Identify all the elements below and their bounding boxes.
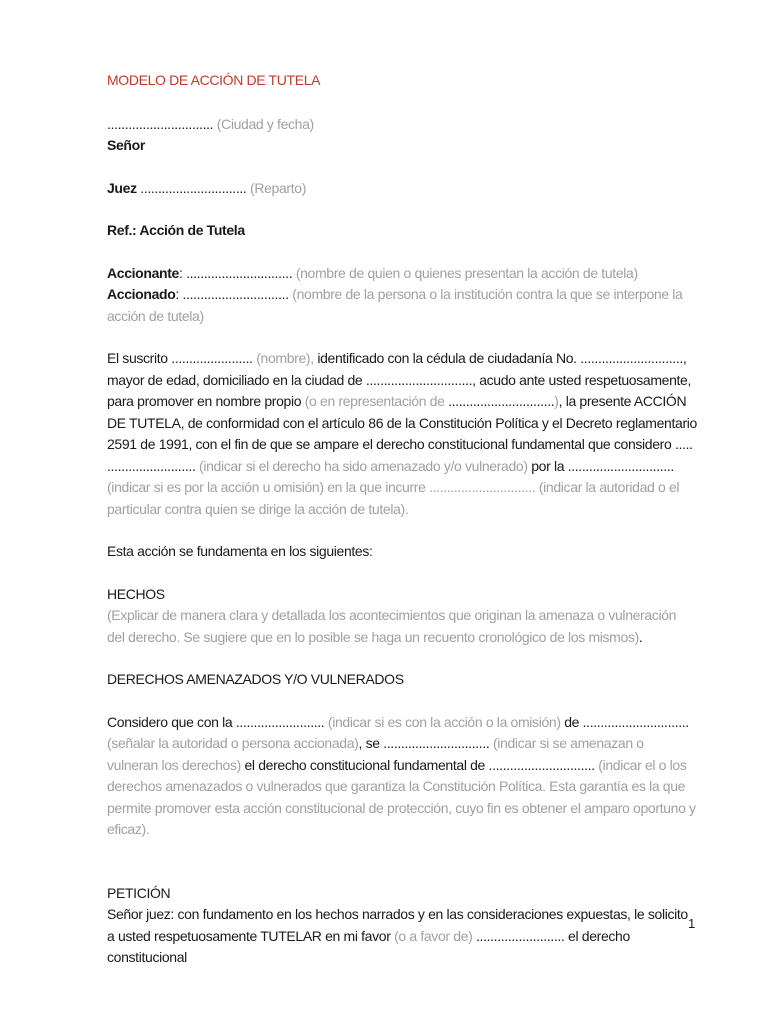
hint-amenazan-vulneran: (indicar si se amenazan o vulneran los derechos) bbox=[107, 735, 644, 773]
hint-amenazado: (indicar si el derecho ha sido amenazado y/o vulnerado) bbox=[199, 457, 528, 474]
judge-label: Juez bbox=[107, 179, 137, 196]
text: , acudo ante usted respetuosamente, para promover en nombre propio bbox=[107, 371, 692, 409]
text: identificado con la cédula de ciudadanía No. bbox=[317, 350, 577, 366]
blank-favor: ......................... bbox=[475, 927, 565, 944]
text: Señor juez: con fundamento en los hechos narrados y en las consideraciones expuestas, le solicito a usted respetuosamente TUTELAR en mi favor bbox=[107, 906, 688, 944]
hechos-paragraph bbox=[107, 605, 697, 648]
section-heading-derechos: DERECHOS AMENAZADOS Y/O VULNERADOS bbox=[107, 671, 404, 687]
intro-paragraph bbox=[107, 348, 697, 520]
text: El suscrito bbox=[107, 350, 168, 366]
salutation: Señor bbox=[107, 137, 145, 153]
blank-derecho-fundamental: .............................. bbox=[488, 756, 595, 773]
blank-de: .............................. bbox=[582, 713, 689, 730]
blank-cedula: ............................. bbox=[580, 350, 683, 366]
hint-a-favor: (o a favor de) bbox=[394, 927, 473, 944]
text: el derecho constitucional bbox=[107, 927, 630, 965]
hint-close: ) bbox=[554, 393, 559, 409]
document-body bbox=[107, 70, 697, 969]
hint-accionante: (nombre de quien o quienes presentan la acción de tutela) bbox=[295, 264, 638, 281]
text: , la presente ACCIÓN DE TUTELA, de conformidad con el artículo 86 de la Constitución Política y el Decreto reglamentario 2591 de 1991, con el fin de que se ampare el derecho constitucional fundamental que considero bbox=[107, 393, 697, 452]
hint-reparto: (Reparto) bbox=[250, 179, 307, 196]
text: por la bbox=[531, 457, 565, 474]
hint-autoridad-accionada: (señalar la autoridad o persona accionada) bbox=[107, 735, 359, 751]
accionante-label: Accionante bbox=[107, 264, 179, 281]
document-title: MODELO DE ACCIÓN DE TUTELA bbox=[107, 72, 321, 88]
text: el derecho constitucional fundamental de bbox=[244, 756, 485, 773]
blank-juez: .............................. bbox=[140, 179, 247, 196]
text: , mayor de edad, domiciliado en la ciudad de bbox=[107, 350, 687, 388]
judge-line bbox=[107, 178, 697, 200]
hint-nombre: (nombre), bbox=[256, 350, 314, 366]
section-heading-hechos: HECHOS bbox=[107, 585, 165, 602]
text: , se bbox=[358, 735, 380, 751]
hint-autoridad: (indicar la autoridad o el particular contra quien se dirige la acción de tutela). bbox=[107, 479, 680, 517]
accionante-line: Accionante: .............................. (nombre de quien o quienes presentan la acción de tutela) bbox=[107, 264, 638, 281]
reference-line: Ref.: Acción de Tutela bbox=[107, 222, 245, 238]
peticion-paragraph bbox=[107, 904, 697, 969]
text: . bbox=[638, 628, 643, 645]
page-number: 1 bbox=[688, 916, 696, 931]
hint-accionado: (nombre de la persona o la institución contra la que se interpone la acción de tutela) bbox=[107, 286, 683, 324]
blank-ciudad: .............................. bbox=[107, 115, 214, 132]
blank-autoridad: .............................. bbox=[429, 479, 536, 495]
hint-derechos: (indicar el o los derechos amenazados o vulnerados que garantiza la Constitución Política. Esta garantía es la que permite promover esta acción constitucional de protección, cuyo fin es obtener el amparo oportuno y eficaz). bbox=[107, 756, 696, 837]
derechos-paragraph bbox=[107, 712, 697, 841]
hint-accion-omision: (indicar si es con la acción o la omisión) bbox=[327, 713, 561, 730]
hint-representacion: (o en representación de bbox=[304, 393, 445, 409]
accionado-label: Accionado bbox=[107, 286, 176, 302]
hint-ciudad: (Ciudad y fecha) bbox=[216, 115, 314, 132]
blank-accionado: .............................. bbox=[182, 286, 289, 302]
text: de bbox=[564, 713, 580, 730]
blank-representacion: .............................. bbox=[448, 393, 555, 409]
city-date-line bbox=[107, 114, 697, 136]
accionado-line: Accionado: .............................. (nombre de la persona o la institución contra la que se interpone la acción de tutela) bbox=[107, 286, 683, 324]
blank-por-la: .............................. bbox=[567, 457, 674, 474]
section-heading-peticion: PETICIÓN bbox=[107, 884, 171, 901]
blank-nombre: ....................... bbox=[171, 350, 253, 366]
blank-ciudad-domicilio: .............................. bbox=[365, 371, 473, 388]
blank-con-la: ......................... bbox=[235, 713, 325, 730]
fundamento-line: Esta acción se fundamenta en los siguientes: bbox=[107, 543, 373, 559]
hint-accion: (indicar si es por la acción u omisión) en la que incurre bbox=[107, 479, 426, 495]
blank-accionante: .............................. bbox=[186, 264, 293, 281]
blank-se: .............................. bbox=[383, 735, 490, 751]
hint-hechos: (Explicar de manera clara y detallada los acontecimientos que originan la amenaza o vulneración del derecho. Se sugiere que en lo posible se haga un recuento cronológico de los mismos) bbox=[107, 607, 677, 645]
blank-derecho: ..... ......................... bbox=[107, 436, 693, 474]
text: Considero que con la bbox=[107, 713, 233, 730]
